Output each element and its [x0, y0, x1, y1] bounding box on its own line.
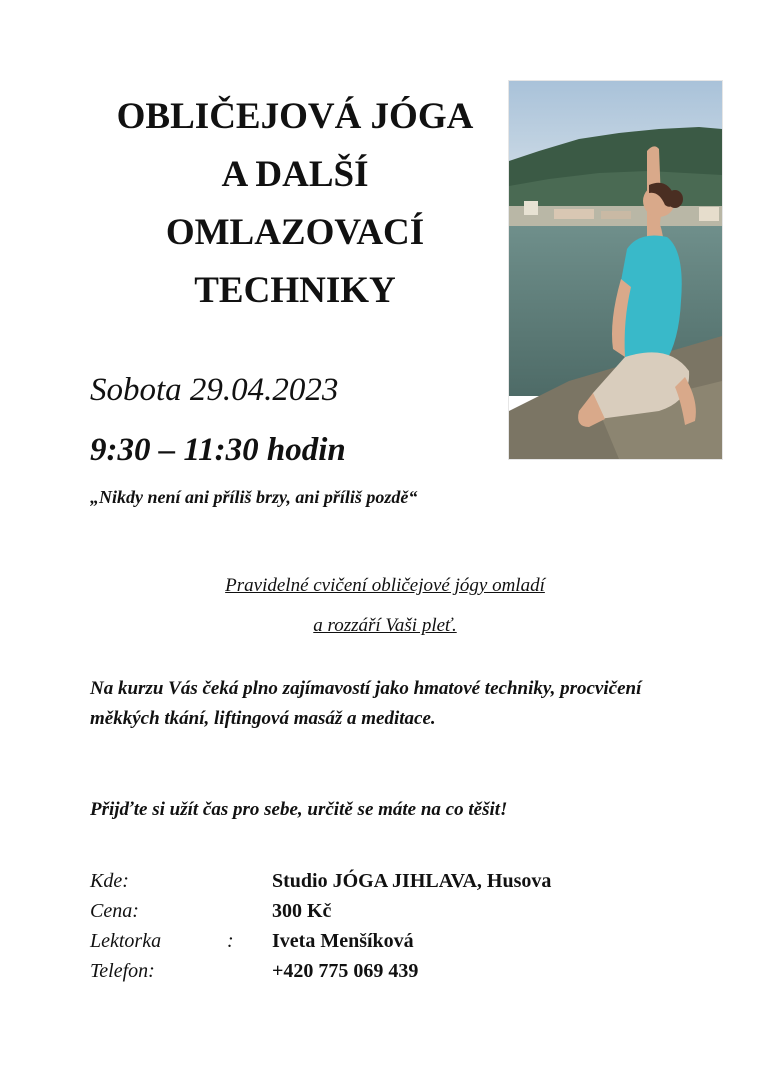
info-value-phone: +420 775 069 439 — [272, 960, 419, 982]
info-value-price: 300 Kč — [272, 900, 332, 922]
info-row-price — [90, 896, 680, 926]
info-row-location — [90, 866, 680, 896]
info-separator: : — [227, 930, 234, 952]
yoga-photo — [508, 80, 723, 460]
event-quote: „Nikdy není ani příliš brzy, ani příliš pozdě“ — [90, 487, 418, 507]
tagline-line-2: a rozzáří Vaši pleť. — [313, 615, 457, 636]
event-date: Sobota 29.04.2023 — [90, 372, 339, 408]
closing-invitation: Přijďte si užít čas pro sebe, určitě se máte na co těšit! — [90, 799, 508, 820]
info-value-location: Studio JÓGA JIHLAVA, Husova — [272, 870, 552, 892]
title-line-1: OBLIČEJOVÁ JÓGA — [116, 96, 474, 137]
course-description: Na kurzu Vás čeká plno zajímavostí jako hmatové techniky, procvičení měkkých tkání, liftingová masáž a meditace. — [90, 678, 642, 729]
info-row-instructor — [90, 926, 680, 956]
info-row-phone — [90, 956, 680, 986]
info-label: Telefon: — [90, 960, 155, 982]
info-label: Kde: — [90, 870, 129, 892]
tagline-line-1: Pravidelné cvičení obličejové jógy omladí — [225, 575, 545, 596]
event-time: 9:30 – 11:30 hodin — [90, 432, 346, 468]
info-label: Lektorka — [90, 930, 162, 952]
title-line-3: OMLAZOVACÍ — [165, 212, 425, 253]
info-label: Cena: — [90, 900, 139, 922]
yoga-photo-icon — [509, 81, 722, 459]
poster-title — [70, 88, 520, 320]
title-line-4: TECHNIKY — [194, 270, 396, 311]
tagline — [90, 566, 680, 646]
event-info-table — [90, 866, 680, 986]
info-value-instructor: Iveta Menšíková — [272, 930, 414, 952]
title-line-2: A DALŠÍ — [221, 154, 369, 195]
